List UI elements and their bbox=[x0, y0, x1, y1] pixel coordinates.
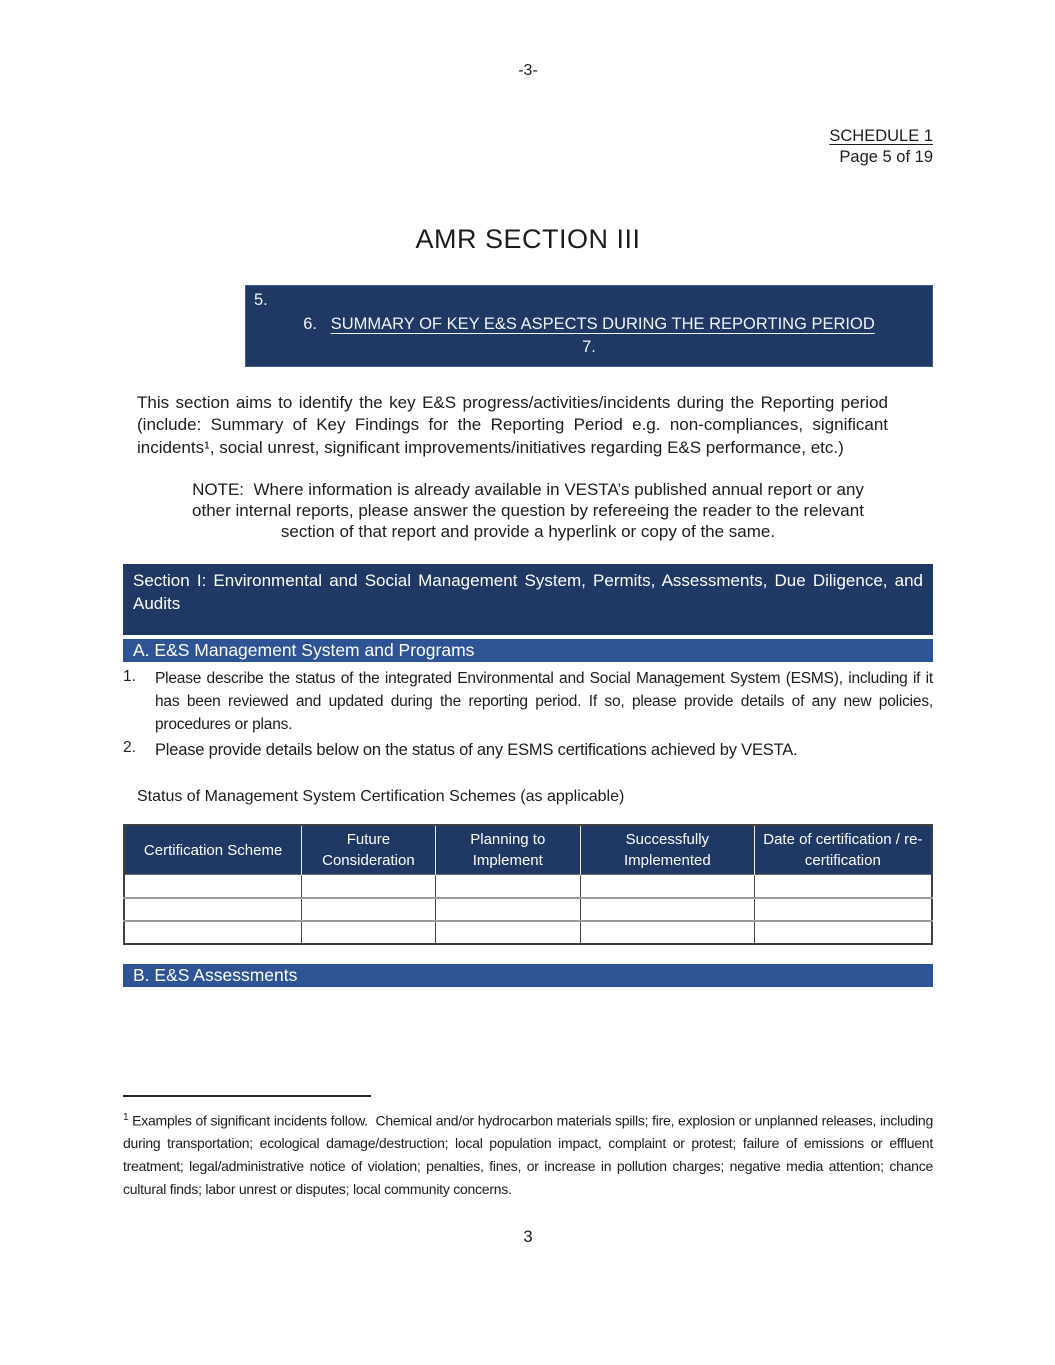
cert-table-cell bbox=[581, 875, 755, 898]
cert-table-caption: Status of Management System Certification Schemes (as applicable) bbox=[137, 788, 625, 805]
cert-table-cell bbox=[435, 921, 580, 944]
cert-table-cell bbox=[124, 921, 302, 944]
cert-table bbox=[123, 824, 933, 945]
cert-table-cell bbox=[302, 875, 435, 898]
summary-banner bbox=[245, 285, 933, 367]
cert-table-cell bbox=[581, 898, 755, 921]
cert-table-cell bbox=[435, 898, 580, 921]
top-page-marker: -3- bbox=[518, 62, 538, 79]
cert-table-cell bbox=[581, 921, 755, 944]
list-item-2-text: Please provide details below on the status of any ESMS certifications achieved by VESTA. bbox=[155, 741, 798, 759]
cert-table-cell bbox=[754, 875, 932, 898]
list-item-2 bbox=[123, 738, 933, 762]
schedule-block bbox=[123, 126, 933, 168]
cert-table-cell bbox=[435, 875, 580, 898]
subsection-a-header: A. E&S Management System and Programs bbox=[123, 639, 933, 662]
document-title: AMR SECTION III bbox=[415, 224, 641, 254]
footnote-separator bbox=[123, 1095, 371, 1097]
note-paragraph: NOTE: Where information is already available in VESTA’s published annual report or any other internal reports, please answer the question by refereeing the reader to the relevant section of that report and provide a hyperlink or copy of the same. bbox=[192, 480, 864, 541]
cert-table-header-scheme: Certification Scheme bbox=[124, 825, 302, 875]
cert-table-header-date: Date of certification / re-certification bbox=[754, 825, 932, 875]
footnote-text bbox=[123, 1106, 933, 1202]
cert-table-cell bbox=[124, 875, 302, 898]
cert-table-header-planning: Planning to Implement bbox=[435, 825, 580, 875]
cert-table-cell bbox=[754, 898, 932, 921]
banner-item-7: 7. bbox=[582, 338, 596, 356]
cert-table-cell bbox=[302, 898, 435, 921]
footer-page-number: 3 bbox=[523, 1227, 533, 1247]
list-item-1-number: 1. bbox=[123, 668, 136, 685]
question-list bbox=[123, 667, 933, 762]
cert-table-cell bbox=[302, 921, 435, 944]
cert-table-header-implemented: Successfully Implemented bbox=[581, 825, 755, 875]
banner-item-6-number: 6. bbox=[303, 314, 317, 333]
schedule-label: SCHEDULE 1 bbox=[829, 127, 933, 145]
cert-table-row bbox=[124, 875, 932, 898]
footnote-body: Examples of significant incidents follow. Chemical and/or hydrocarbon materials spills; fire, explosion or unplanned releases, including during transportation; ecological damage/destruction; local population impact, complaint or protest; failure of emissions or effluent treatment; legal/administrative notice of violation; penalties, fines, or increase in pollution charges; negative media attention; chance cultural finds; labor unrest or disputes; local community concerns. bbox=[123, 1112, 933, 1198]
cert-table-row bbox=[124, 921, 932, 944]
list-item-1-text: Please describe the status of the integrated Environmental and Social Management System (ESMS), including if it has been reviewed and updated during the reporting period. If so, please provide details of any new policies, procedures or plans. bbox=[155, 670, 933, 733]
footnote-marker: 1 bbox=[123, 1111, 129, 1123]
banner-item-6 bbox=[254, 313, 924, 337]
list-item-1 bbox=[123, 667, 933, 736]
intro-paragraph: This section aims to identify the key E&S progress/activities/incidents during the Reporting period (include: Summary of Key Findings for the Reporting Period e.g. non-compliances, significant incidents¹, social unrest, significant improvements/initiatives regarding E&S performance, etc.) bbox=[137, 392, 888, 457]
page-of-label: Page 5 of 19 bbox=[839, 148, 933, 166]
subsection-b-header: B. E&S Assessments bbox=[123, 964, 933, 987]
list-item-2-number: 2. bbox=[123, 739, 136, 756]
banner-item-5: 5. bbox=[254, 291, 268, 309]
cert-table-cell bbox=[124, 898, 302, 921]
cert-table-row bbox=[124, 898, 932, 921]
cert-table-header-row bbox=[124, 825, 932, 875]
cert-table-header-future: Future Consideration bbox=[302, 825, 435, 875]
section-1-header: Section I: Environmental and Social Management System, Permits, Assessments, Due Diligence, and Audits bbox=[123, 564, 933, 635]
banner-item-6-title: SUMMARY OF KEY E&S ASPECTS DURING THE REPORTING PERIOD bbox=[330, 314, 875, 333]
cert-table-cell bbox=[754, 921, 932, 944]
